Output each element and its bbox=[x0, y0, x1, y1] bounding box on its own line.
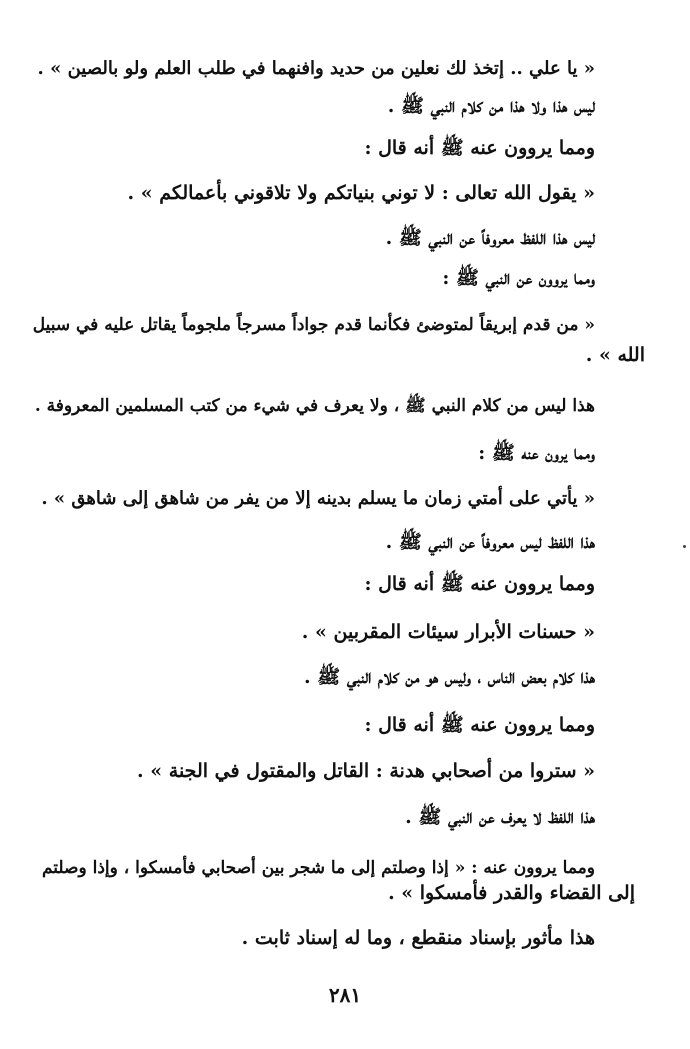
text-line-19: ومما يروون عنه : « إذا وصلتم إلى ما شجر بين أصحابي فأمسكوا ، وإذا وصلتم bbox=[41, 858, 595, 878]
text-line-3: ومما يروون عنه ﷺ أنه قال : bbox=[364, 137, 595, 159]
text-line-8: الله » . bbox=[585, 344, 645, 366]
text-line-12: هذا اللفظ ليس معروفاً عن النبي ﷺ . bbox=[385, 531, 595, 553]
text-line-16: ومما يروون عنه ﷺ أنه قال : bbox=[364, 714, 595, 736]
text-line-17: « ستروا من أصحابي هدنة : القاتل والمقتول في الجنة » . bbox=[137, 760, 595, 782]
text-line-5: ليس هذا اللفظ معروفاً عن النبي ﷺ . bbox=[385, 227, 595, 249]
text-line-10: ومما يرون عنه ﷺ : bbox=[478, 442, 595, 464]
text-line-18: هذا اللفظ لا يعرف عن النبي ﷺ . bbox=[405, 806, 595, 828]
text-line-1: « يا علي .. إتخذ لك نعلين من حديد وافنهما في طلب العلم ولو بالصين » . bbox=[37, 58, 595, 79]
text-line-21: هذا مأثور بإسناد منقطع ، وما له إسناد ثابت . bbox=[241, 927, 595, 949]
text-line-4: « يقول الله تعالى : لا توني بنياتكم ولا تلاقوني بأعمالكم » . bbox=[127, 182, 595, 204]
text-line-2: ليس هذا ولا هذا من كلام النبي ﷺ . bbox=[387, 95, 595, 117]
text-line-13: ومما يروون عنه ﷺ أنه قال : bbox=[364, 573, 595, 595]
scan-speck bbox=[683, 545, 686, 548]
page-number: ٢٨١ bbox=[328, 983, 362, 1007]
text-line-6: ومما يروون عن النبي ﷺ : bbox=[442, 267, 595, 289]
text-line-7: « من قدم إبريقاً لمتوضئ فكأنما قدم جواداً مسرجاً ملجوماً يقاتل عليه في سبيل bbox=[32, 315, 595, 335]
text-line-20: إلى القضاء والقدر فأمسكوا » . bbox=[388, 882, 635, 904]
text-line-11: « يأتي على أمتي زمان ما يسلم بدينه إلا من يفر من شاهق إلى شاهق » . bbox=[41, 488, 595, 509]
text-line-14: « حسنات الأبرار سيئات المقربين » . bbox=[301, 621, 595, 643]
text-line-9: هذا ليس من كلام النبي ﷺ ، ولا يعرف في شيء من كتب المسلمين المعروفة . bbox=[34, 396, 595, 416]
text-line-15: هذا كلام بعض الناس ، وليس هو من كلام النبي ﷺ . bbox=[304, 666, 595, 688]
